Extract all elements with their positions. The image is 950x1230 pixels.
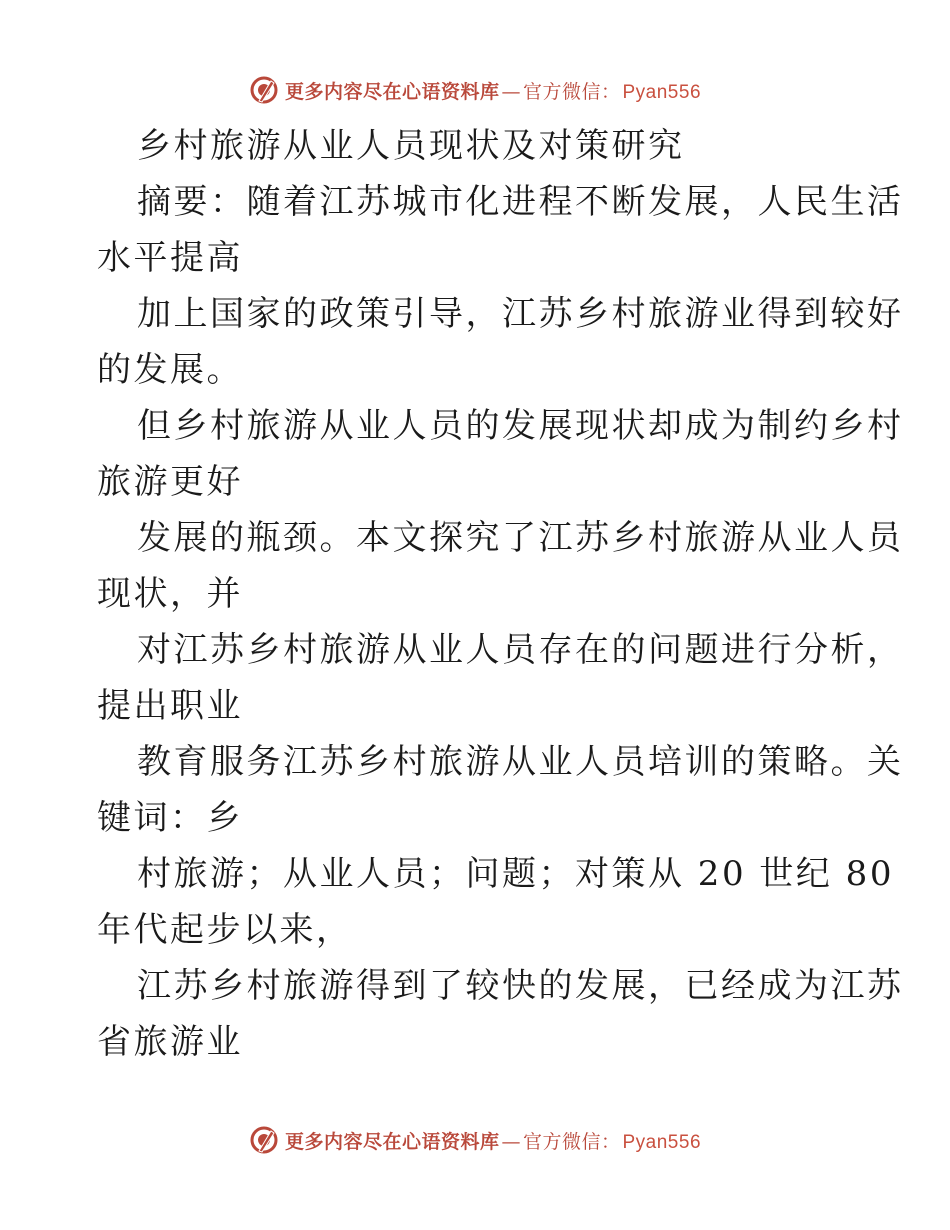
pen-logo-icon — [249, 1125, 279, 1155]
footer-watermark — [0, 1120, 950, 1160]
text-line: 加上国家的政策引导，江苏乡村旅游业得到较好 — [137, 294, 904, 334]
watermark-wechat-id: Pyan556 — [622, 81, 702, 103]
text-line: 对江苏乡村旅游从业人员存在的问题进行分析， — [137, 630, 904, 670]
watermark-official-text: 官方微信： — [522, 1130, 621, 1153]
text-line: 摘要：随着江苏城市化进程不断发展，人民生活 — [137, 182, 904, 222]
text-line: 现状，并 — [97, 574, 243, 614]
text-line: 旅游更好 — [97, 462, 243, 502]
text-line: 的发展。 — [97, 350, 243, 390]
document-title: 乡村旅游从业人员现状及对策研究 — [137, 126, 685, 166]
watermark-wechat-id: Pyan556 — [622, 1131, 702, 1153]
text-line: 江苏乡村旅游得到了较快的发展，已经成为江苏 — [137, 966, 904, 1006]
document-body — [97, 118, 904, 1070]
text-line: 键词：乡 — [97, 798, 243, 838]
text-line: 年代起步以来， — [97, 910, 353, 950]
text-line: 发展的瓶颈。本文探究了江苏乡村旅游从业人员 — [137, 518, 904, 558]
text-line: 水平提高 — [97, 238, 243, 278]
watermark-dash: — — [501, 1130, 521, 1153]
text-line: 提出职业 — [97, 686, 243, 726]
text-line: 省旅游业 — [97, 1022, 243, 1062]
text-line: 教育服务江苏乡村旅游从业人员培训的策略。关 — [137, 742, 904, 782]
watermark-dash: — — [501, 80, 521, 103]
watermark-main-text: 更多内容尽在心语资料库 — [284, 1130, 500, 1153]
watermark-official-text: 官方微信： — [522, 80, 621, 103]
text-line: 村旅游；从业人员；问题；对策从 20 世纪 80 — [137, 854, 894, 894]
watermark-main-text: 更多内容尽在心语资料库 — [284, 80, 500, 103]
pen-logo-icon — [249, 75, 279, 105]
text-line: 但乡村旅游从业人员的发展现状却成为制约乡村 — [137, 406, 904, 446]
header-watermark — [0, 70, 950, 110]
